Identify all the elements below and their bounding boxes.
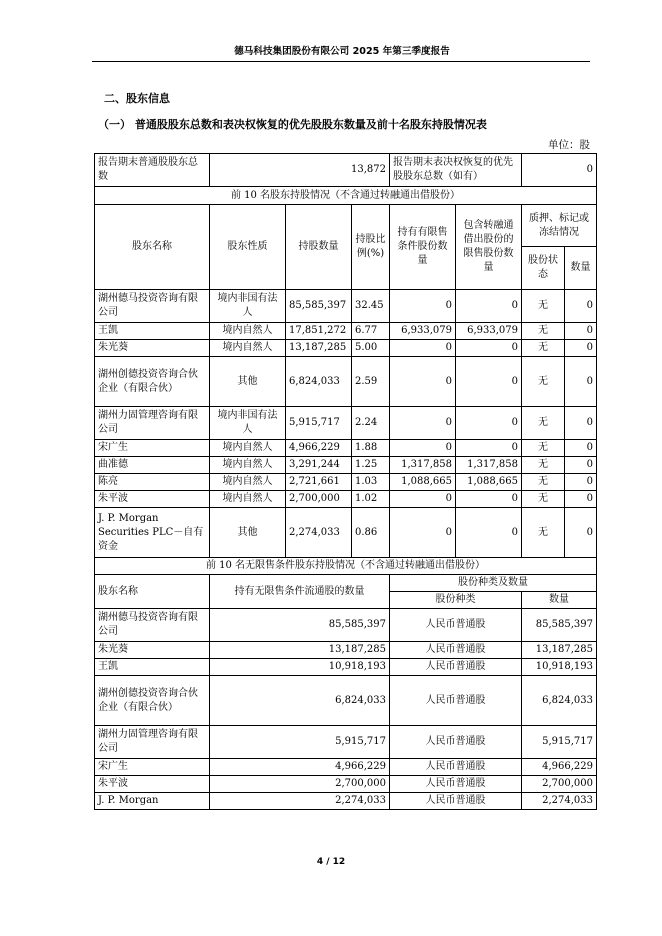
cell-restricted: 0 [390,357,456,407]
header-restricted: 持有有限售条件股份数量 [390,205,456,290]
summary-row [95,154,597,187]
cell-lent: 0 [456,407,522,440]
cell-name: J. P. Morgan Securities PLC－自有资金 [95,508,210,558]
cell-class: 人民币普通股 [390,759,522,776]
u-header-shares: 持有无限售条件流通股的数量 [210,575,390,609]
cell-class: 人民币普通股 [390,609,522,642]
cell-qty: 0 [565,407,597,440]
cell-lent: 6,933,079 [456,323,522,340]
cell-name: 朱平波 [95,776,210,793]
cell-name: 陈亮 [95,474,210,491]
u-header-class: 股份种类 [390,592,522,609]
cell-restricted: 0 [390,407,456,440]
cell-status: 无 [522,290,565,323]
cell-class: 人民币普通股 [390,642,522,659]
cell-name: J. P. Morgan [95,793,210,810]
unrestricted-title: 前 10 名无限售条件股东持股情况（不含通过转融通出借股份） [95,558,597,575]
cell-nature: 其他 [210,508,286,558]
cell-name: 曲准德 [95,457,210,474]
top10-title: 前 10 名股东持股情况（不含通过转融通出借股份） [95,187,597,205]
cell-ratio: 1.03 [352,474,390,491]
cell-qty: 0 [565,440,597,457]
cell-shares: 2,700,000 [210,776,390,793]
cell-restricted: 1,088,665 [390,474,456,491]
cell-shares: 5,915,717 [210,726,390,759]
cell-status: 无 [522,357,565,407]
summary-common-label: 报告期末普通股股东总数 [95,154,210,187]
cell-shares: 17,851,272 [286,323,352,340]
cell-name: 王凯 [95,323,210,340]
header-divider [92,61,590,62]
cell-qty: 0 [565,508,597,558]
cell-lent: 1,317,858 [456,457,522,474]
cell-name: 湖州创德投资咨询合伙企业（有限合伙） [95,357,210,407]
cell-status: 无 [522,340,565,357]
cell-qty: 85,585,397 [522,609,597,642]
cell-ratio: 5.00 [352,340,390,357]
unit-label: 单位：股 [548,139,590,151]
cell-nature: 境内自然人 [210,323,286,340]
cell-status: 无 [522,440,565,457]
u-header-class-group: 股份种类及数量 [390,575,597,592]
cell-restricted: 0 [390,290,456,323]
table-row [95,440,597,457]
cell-qty: 2,700,000 [522,776,597,793]
cell-qty: 4,966,229 [522,759,597,776]
cell-nature: 境内非国有法人 [210,290,286,323]
cell-restricted: 0 [390,508,456,558]
cell-nature: 境内自然人 [210,491,286,508]
cell-qty: 0 [565,491,597,508]
cell-qty: 0 [565,474,597,491]
header-lent: 包含转融通借出股份的限售股份数量 [456,205,522,290]
cell-lent: 0 [456,440,522,457]
cell-shares: 6,824,033 [286,357,352,407]
cell-shares: 2,274,033 [210,793,390,810]
cell-restricted: 0 [390,491,456,508]
cell-shares: 4,966,229 [210,759,390,776]
cell-lent: 0 [456,290,522,323]
table-row [95,659,597,676]
u-header-name: 股东名称 [95,575,210,609]
cell-restricted: 0 [390,440,456,457]
cell-restricted: 1,317,858 [390,457,456,474]
table-row [95,474,597,491]
cell-qty: 0 [565,323,597,340]
cell-status: 无 [522,474,565,491]
cell-ratio: 1.02 [352,491,390,508]
cell-name: 湖州创德投资咨询合伙企业（有限合伙） [95,676,210,726]
cell-ratio: 1.25 [352,457,390,474]
cell-nature: 境内非国有法人 [210,407,286,440]
cell-ratio: 32.45 [352,290,390,323]
cell-name: 湖州德马投资咨询有限公司 [95,290,210,323]
page-number: 4 / 12 [316,857,346,867]
cell-name: 朱平波 [95,491,210,508]
cell-status: 无 [522,323,565,340]
cell-qty: 10,918,193 [522,659,597,676]
cell-class: 人民币普通股 [390,726,522,759]
table-row [95,457,597,474]
cell-qty: 13,187,285 [522,642,597,659]
cell-lent: 0 [456,357,522,407]
cell-shares: 2,274,033 [286,508,352,558]
summary-preferred-value: 0 [522,154,597,187]
cell-qty: 0 [565,290,597,323]
cell-shares: 13,187,285 [210,642,390,659]
cell-shares: 10,918,193 [210,659,390,676]
table-row [95,290,597,323]
cell-class: 人民币普通股 [390,676,522,726]
table-row [95,726,597,759]
u-header-qty: 数量 [522,592,597,609]
summary-preferred-label: 报告期末表决权恢复的优先股股东总数（如有） [390,154,522,187]
cell-status: 无 [522,407,565,440]
cell-name: 朱光葵 [95,340,210,357]
cell-class: 人民币普通股 [390,793,522,810]
header-pledge-status: 股份状态 [522,247,565,290]
cell-nature: 境内自然人 [210,340,286,357]
cell-lent: 0 [456,340,522,357]
cell-shares: 13,187,285 [286,340,352,357]
cell-qty: 0 [565,357,597,407]
cell-name: 湖州德马投资咨询有限公司 [95,609,210,642]
table-row [95,793,597,810]
header-pledge: 质押、标记或冻结情况 [522,205,597,247]
report-header: 德马科技集团股份有限公司 2025 年第三季度报告 [234,46,450,57]
cell-shares: 2,721,661 [286,474,352,491]
cell-status: 无 [522,457,565,474]
cell-nature: 其他 [210,357,286,407]
cell-ratio: 2.24 [352,407,390,440]
cell-ratio: 0.86 [352,508,390,558]
cell-shares: 85,585,397 [210,609,390,642]
cell-lent: 0 [456,491,522,508]
table-row [95,609,597,642]
table-row [95,323,597,340]
cell-qty: 0 [565,340,597,357]
cell-qty: 0 [565,457,597,474]
table-row [95,407,597,440]
section-title: 二、股东信息 [104,92,170,105]
table-row [95,340,597,357]
cell-qty: 6,824,033 [522,676,597,726]
table-row [95,759,597,776]
cell-class: 人民币普通股 [390,776,522,793]
cell-lent: 0 [456,508,522,558]
cell-ratio: 2.59 [352,357,390,407]
header-pledge-qty: 数量 [565,247,597,290]
table-row [95,676,597,726]
table-row [95,491,597,508]
header-ratio: 持股比例(%) [352,205,390,290]
subsection-title: （一） 普通股股东总数和表决权恢复的优先股股东数量及前十名股东持股情况表 [98,118,487,131]
cell-shares: 5,915,717 [286,407,352,440]
table-row [95,776,597,793]
cell-ratio: 6.77 [352,323,390,340]
cell-lent: 1,088,665 [456,474,522,491]
cell-shares: 85,585,397 [286,290,352,323]
cell-name: 宋广生 [95,759,210,776]
cell-nature: 境内自然人 [210,474,286,491]
cell-qty: 5,915,717 [522,726,597,759]
cell-ratio: 1.88 [352,440,390,457]
cell-shares: 2,700,000 [286,491,352,508]
cell-shares: 3,291,244 [286,457,352,474]
header-nature: 股东性质 [210,205,286,290]
cell-restricted: 0 [390,340,456,357]
header-name: 股东名称 [95,205,210,290]
cell-name: 宋广生 [95,440,210,457]
table-row [95,508,597,558]
shareholder-table [94,153,597,810]
cell-nature: 境内自然人 [210,440,286,457]
table-row [95,357,597,407]
cell-class: 人民币普通股 [390,659,522,676]
cell-name: 王凯 [95,659,210,676]
cell-status: 无 [522,508,565,558]
cell-restricted: 6,933,079 [390,323,456,340]
table-row [95,642,597,659]
header-shares: 持股数量 [286,205,352,290]
cell-shares: 6,824,033 [210,676,390,726]
cell-nature: 境内自然人 [210,457,286,474]
summary-common-value: 13,872 [210,154,390,187]
cell-qty: 2,274,033 [522,793,597,810]
cell-name: 湖州力固管理咨询有限公司 [95,726,210,759]
cell-name: 朱光葵 [95,642,210,659]
cell-status: 无 [522,491,565,508]
cell-name: 湖州力固管理咨询有限公司 [95,407,210,440]
cell-shares: 4,966,229 [286,440,352,457]
